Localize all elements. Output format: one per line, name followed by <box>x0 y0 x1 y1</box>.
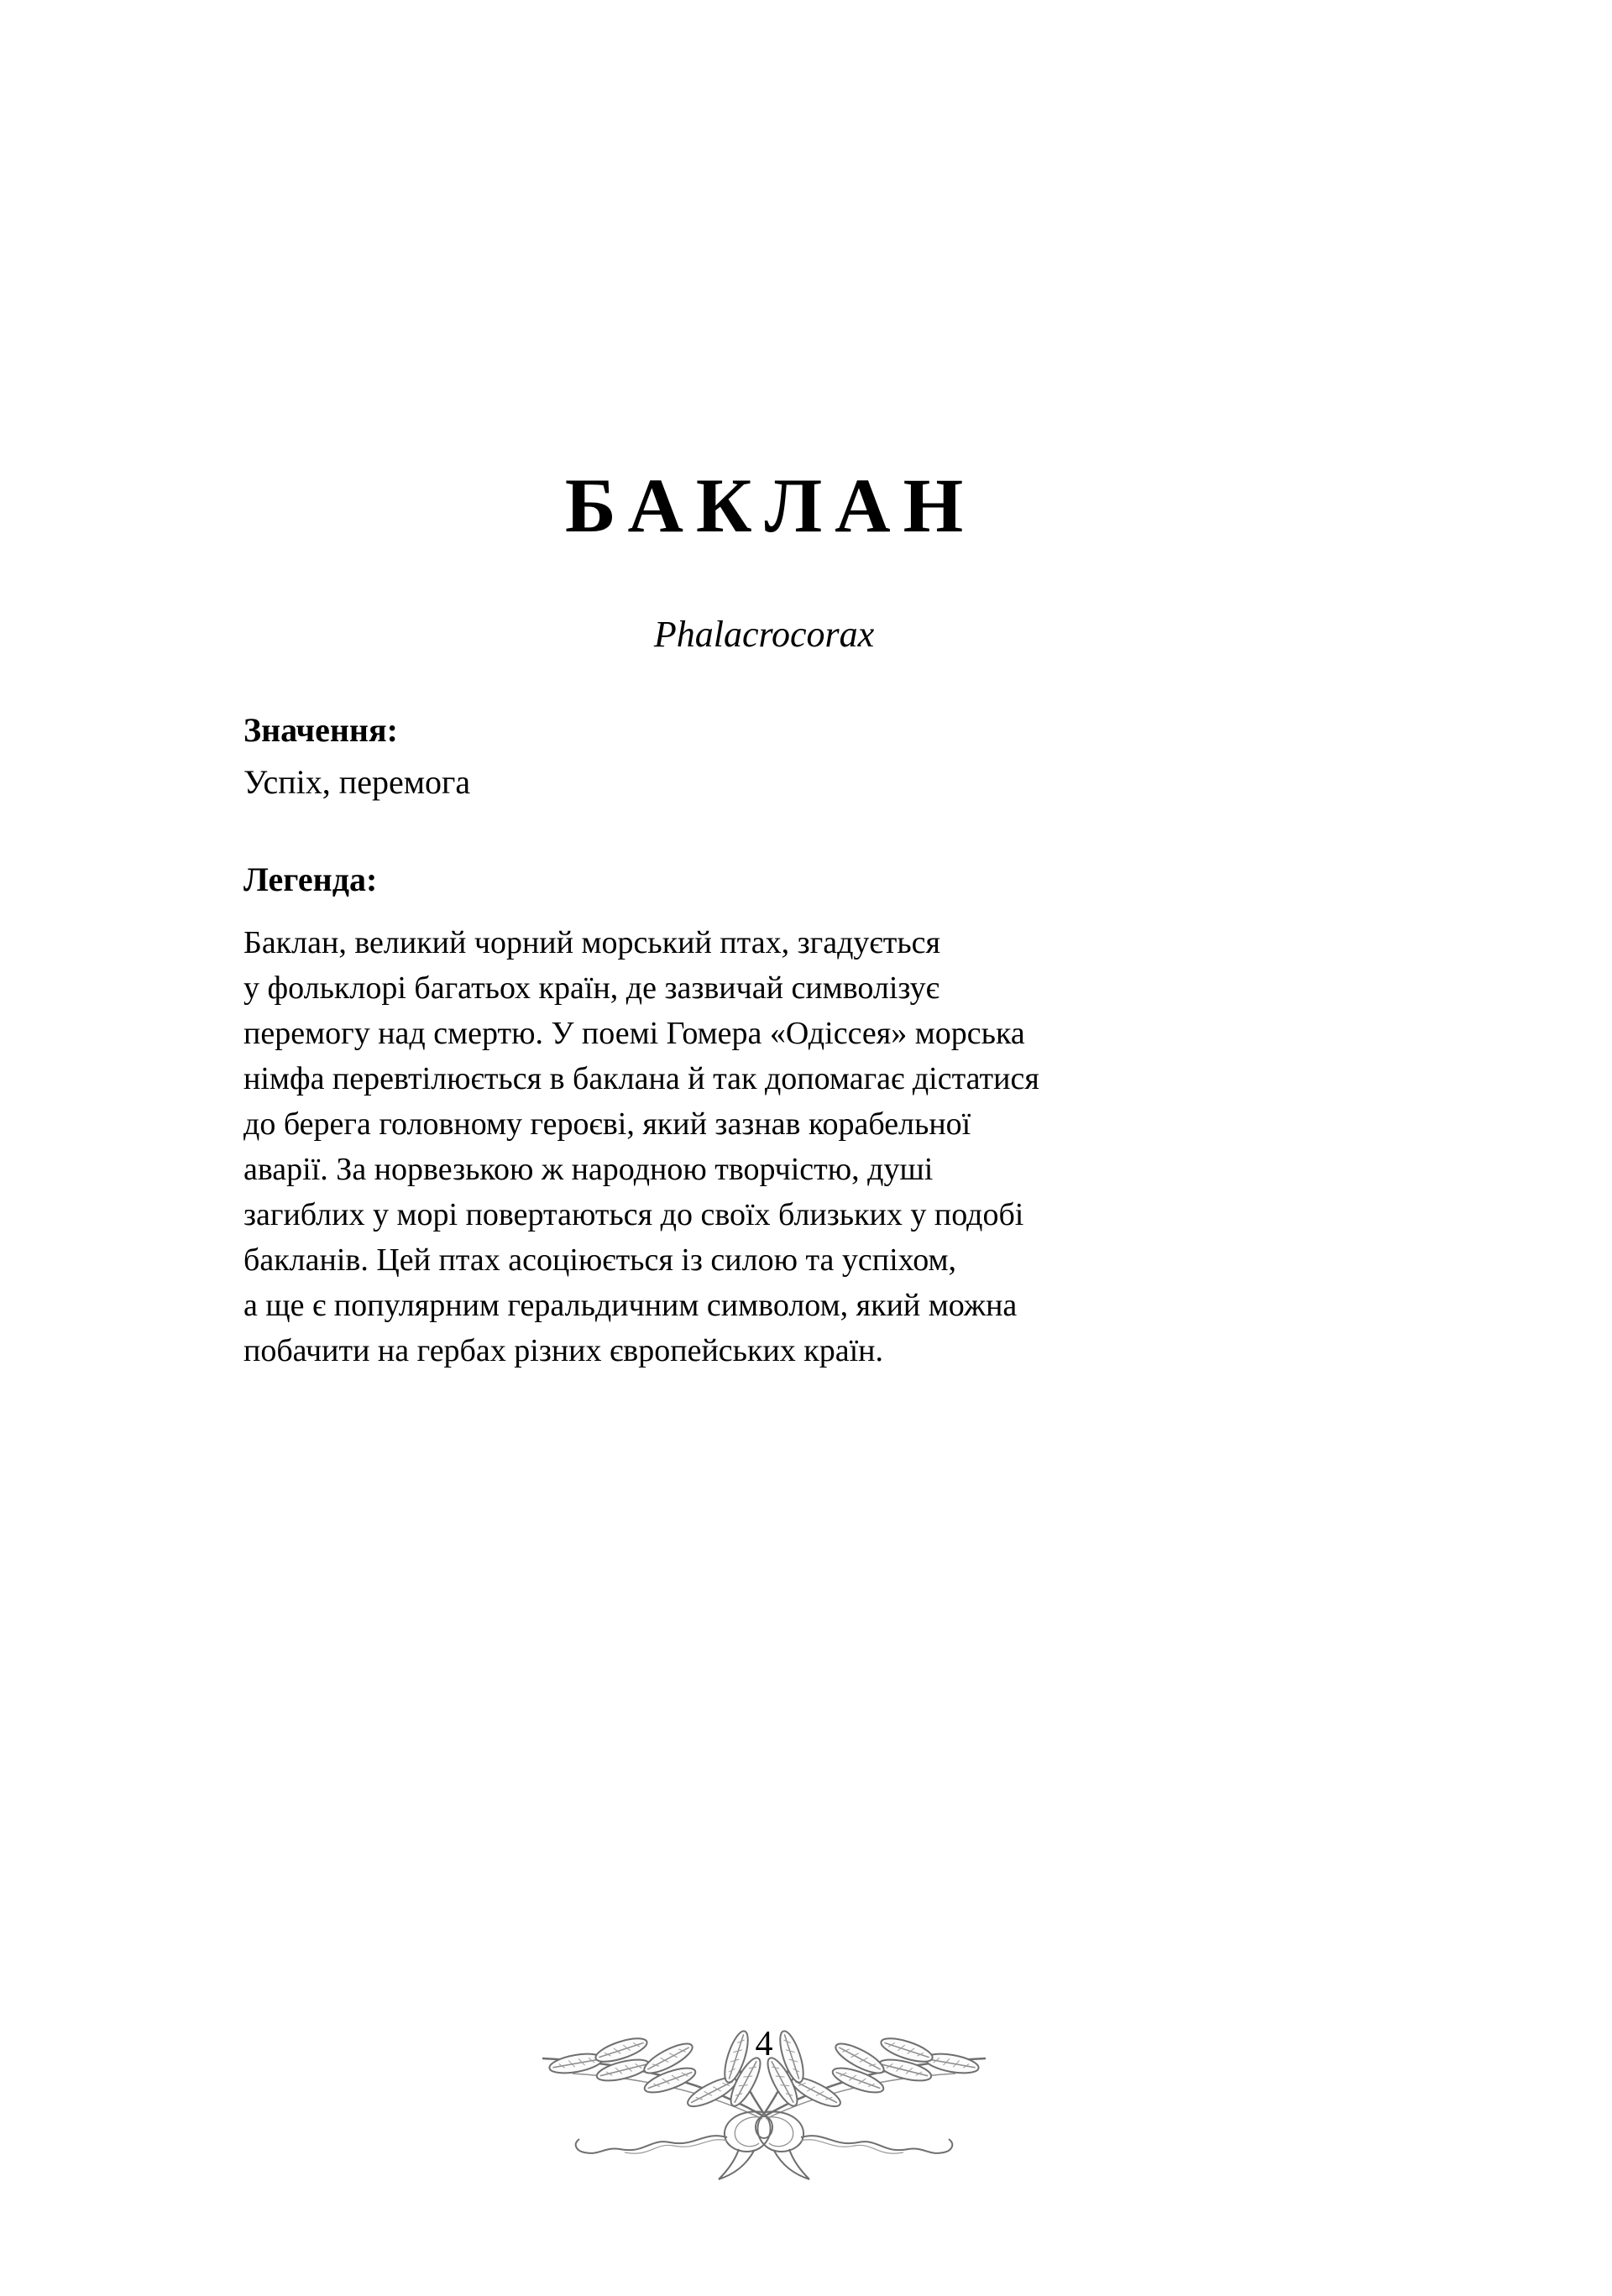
legend-line: до берега головному героєві, який зазнав корабельної <box>243 1106 971 1142</box>
legend-line: а ще є популярним геральдичним символом, який можна <box>243 1288 1018 1323</box>
legend-heading: Легенда: <box>243 860 378 898</box>
legend-line: аварії. За норвезькою ж народною творчістю, душі <box>243 1152 934 1187</box>
legend-line: побачити на гербах різних європейських країн. <box>243 1333 884 1368</box>
legend-line: загиблих у морі повертаються до своїх близьких у подобі <box>243 1197 1024 1232</box>
meaning-heading: Значення: <box>243 711 398 749</box>
page-number: 4 <box>755 2025 773 2063</box>
legend-line: у фольклорі багатьох країн, де зазвичай символізує <box>243 970 939 1006</box>
legend-line: Баклан, великий чорний морський птах, згадується <box>243 925 940 960</box>
page-title: БАКЛАН <box>564 463 976 548</box>
ornament-svg <box>495 2030 1033 2189</box>
meaning-text: Успіх, перемога <box>243 763 471 801</box>
latin-name-subtitle: Phalacrocorax <box>653 614 875 655</box>
legend-line: бакланів. Цей птах асоціюється із силою та успіхом, <box>243 1242 957 1278</box>
legend-line: перемогу над смертю. У поемі Гомера «Одіссея» морська <box>243 1016 1025 1051</box>
legend-paragraph <box>243 920 1285 1373</box>
legend-line: німфа перевтілюється в баклана й так допомагає дістатися <box>243 1061 1039 1096</box>
feather-laurel-ribbon-ornament-icon <box>495 2030 1033 2189</box>
